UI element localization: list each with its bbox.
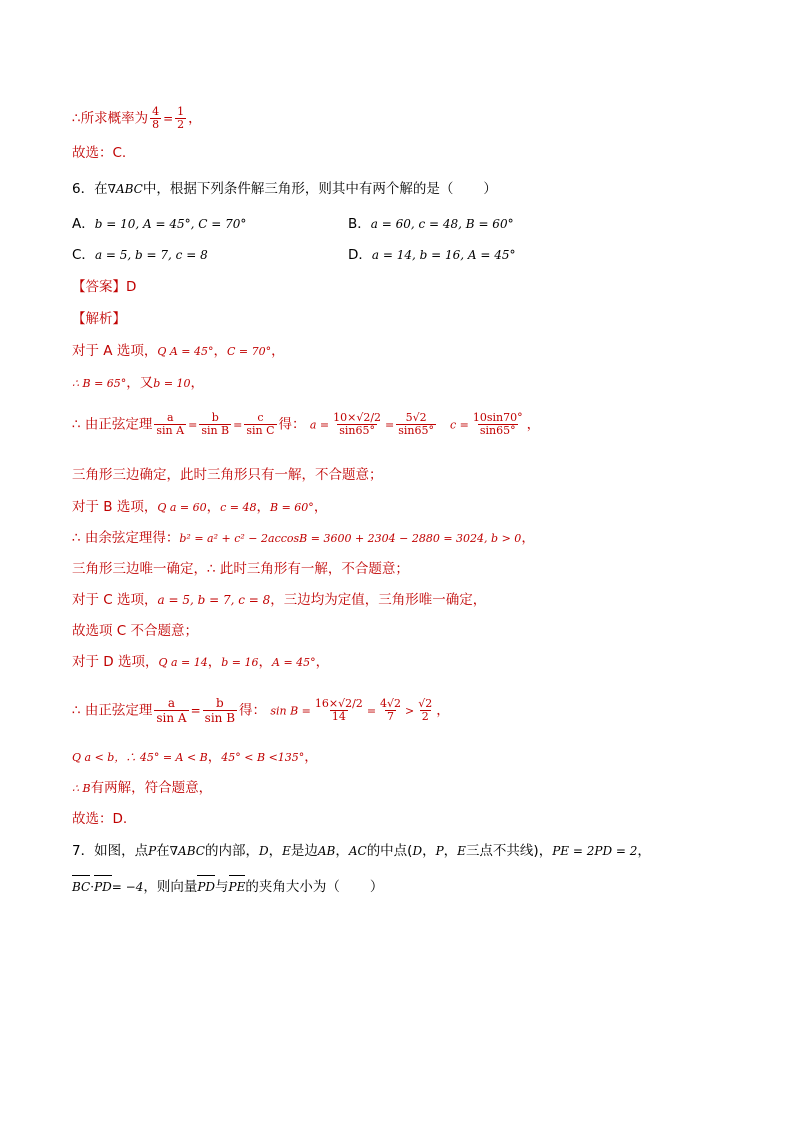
math: b = 10 <box>153 377 191 390</box>
frac-den: 2 <box>177 118 185 131</box>
math: a = 5, b = 7, c = 8 <box>157 593 271 607</box>
analysis-line-14: 故选：D. <box>72 811 128 827</box>
probability-line <box>72 106 202 131</box>
q6-stem <box>72 180 497 198</box>
fraction-b-sinB <box>203 696 237 725</box>
math: ∴ B <box>72 782 91 795</box>
vector-pd: PD <box>197 880 216 894</box>
dot-operator: · <box>90 880 95 894</box>
punct: ， <box>436 702 450 719</box>
q6-option-c[interactable] <box>72 246 208 264</box>
q6-number: 6．在 <box>72 181 108 197</box>
greater-than: > <box>405 704 415 718</box>
option-label: C． <box>72 247 95 263</box>
fraction-a-simplified <box>396 412 436 437</box>
analysis-line-12 <box>72 748 318 767</box>
fraction-a-sinA <box>154 696 188 725</box>
analysis-line-11: ∴ 由正弦定理 $\frac{a}{\text{sin A}}$ = $\frac{b}{\text{sin B}}$ 得： sin B = $\frac{16\times√2/2}{14}$ = $\frac{4√2}{7}$ > $\frac{√2}{2}$ ， <box>72 696 450 725</box>
analysis-line-1 <box>72 342 285 361</box>
frac-num: √2 <box>418 697 433 710</box>
prob-fraction-1-2 <box>175 106 186 131</box>
prob-text: ∴所求概率为 <box>72 110 149 127</box>
punct: ， <box>271 343 285 359</box>
analysis-line-13 <box>72 779 212 798</box>
text: 三点不共线)， <box>465 843 553 859</box>
text: 是边 <box>290 843 318 859</box>
option-math: a = 14, b = 16, A = 45° <box>371 248 516 262</box>
frac-num: 5√2 <box>405 411 427 424</box>
text: ） <box>369 879 384 895</box>
math: AC <box>348 844 367 858</box>
math: Q A = 45° <box>157 345 214 358</box>
text: ，又 <box>126 375 154 391</box>
math: B = 60° <box>270 501 314 514</box>
math: 45° < B <135° <box>221 751 305 764</box>
frac-den: sin B <box>204 711 236 725</box>
text: ∴ 由余弦定理得： <box>72 530 180 546</box>
text: 对于 B 选项， <box>72 499 158 515</box>
text: 的夹角大小为（ <box>245 879 340 895</box>
triangle-symbol: ∇ABC <box>107 182 143 196</box>
analysis-line-4: 三角形三边确定，此时三角形只有一解，不合题意； <box>72 467 383 483</box>
option-math: a = 5, b = 7, c = 8 <box>94 248 208 262</box>
math: Q a = 14 <box>158 656 208 669</box>
math: sin B = <box>270 704 311 718</box>
math: ∴ B = 65° <box>72 377 127 390</box>
equals: = <box>163 111 174 126</box>
math: AB <box>317 844 336 858</box>
punct: ， <box>207 749 222 765</box>
frac-den: sin65° <box>398 424 435 437</box>
fraction-rt2-2 <box>416 698 434 723</box>
fraction-c-sinC <box>244 412 276 437</box>
fraction-b-sinB <box>199 412 231 437</box>
frac-num: 10×√2/2 <box>333 411 382 424</box>
equals: = <box>190 703 201 718</box>
text: ，则向量 <box>143 879 198 895</box>
q6-option-a[interactable] <box>72 215 246 233</box>
frac-den: sin B <box>201 424 230 437</box>
math: D <box>258 844 269 858</box>
frac-num: b <box>211 411 219 424</box>
math: D <box>412 844 423 858</box>
text: 对于 A 选项， <box>72 343 158 359</box>
frac-num: 1 <box>177 105 185 118</box>
frac-num: 4 <box>152 105 160 118</box>
math: c = <box>450 418 469 432</box>
punct: ， <box>521 530 535 546</box>
punct: ， <box>422 843 436 859</box>
prev-choice: 故选：C. <box>72 145 127 161</box>
fraction-a-value <box>331 412 383 437</box>
text: 得： <box>239 702 267 719</box>
text: 对于 D 选项， <box>72 654 159 670</box>
answer-value: D <box>126 279 137 295</box>
q7-stem-line-2 <box>72 878 383 896</box>
punct: ， <box>637 843 651 859</box>
punct: ， <box>206 499 221 515</box>
vector-pd: PD <box>94 880 112 894</box>
punct: ， <box>256 499 271 515</box>
vector-bc: BC <box>72 880 91 894</box>
punct: ， <box>258 654 273 670</box>
text: ∴ 由正弦定理 <box>72 416 153 433</box>
math: a = <box>309 418 330 432</box>
punct: ， <box>526 416 541 433</box>
frac-den: sin65° <box>339 424 375 437</box>
frac-den: sin A <box>156 711 187 725</box>
q6-stem-close: ） <box>483 181 497 197</box>
punct: ， <box>268 843 283 859</box>
frac-den: 14 <box>331 710 346 723</box>
math: b² = a² + c² − 2accosB = 3600 + 2304 − 2880 = 3024, b > 0 <box>179 532 522 545</box>
frac-num: 10sin70° <box>472 411 523 424</box>
math: c = 48 <box>220 501 257 514</box>
punct: ， <box>213 343 227 359</box>
q7-stem-line-1 <box>72 842 651 860</box>
option-label: A． <box>72 216 95 232</box>
text: 与 <box>215 879 229 895</box>
frac-num: a <box>167 696 176 710</box>
analysis-line-7: 三角形三边唯一确定，∴ 此时三角形有一解，不合题意； <box>72 561 409 577</box>
answer-line <box>72 278 136 296</box>
option-math: b = 10, A = 45°, C = 70° <box>94 217 247 231</box>
text: ∴ 由正弦定理 <box>72 702 153 719</box>
frac-num: 16×√2/2 <box>314 697 363 710</box>
math: Q a = 60 <box>157 501 207 514</box>
fraction-c-value <box>471 412 525 437</box>
text: 对于 C 选项， <box>72 592 158 608</box>
option-label: B． <box>348 216 371 232</box>
prob-fraction-4-8 <box>150 106 161 131</box>
frac-den: sin A <box>156 424 185 437</box>
text: 在 <box>156 843 170 859</box>
fraction-4rt2-7 <box>378 698 403 723</box>
text: ，三边均为定值，三角形唯一确定， <box>270 592 487 608</box>
punct: ， <box>207 654 222 670</box>
math: PE = 2PD = 2 <box>552 844 638 858</box>
punct: ， <box>304 749 318 765</box>
frac-den: sin C <box>246 424 275 437</box>
option-math: a = 60, c = 48, B = 60° <box>370 217 514 231</box>
fraction-sinB-value <box>313 698 365 723</box>
text: 有两解，符合题意， <box>90 780 213 796</box>
math: E <box>282 844 291 858</box>
analysis-line-9: 故选项 C 不合题意； <box>72 623 199 639</box>
punct: ， <box>443 843 458 859</box>
punct: ， <box>335 843 349 859</box>
math: ，∴ 45° = A < B <box>114 751 208 764</box>
analysis-line-10 <box>72 653 329 672</box>
text: 的内部， <box>204 843 259 859</box>
frac-num: 4√2 <box>380 697 402 710</box>
text: 的中点( <box>366 843 413 859</box>
math: A = 45° <box>272 656 316 669</box>
q6-option-b[interactable] <box>348 215 514 233</box>
analysis-line-6 <box>72 529 535 548</box>
math: Q a < b <box>72 751 115 764</box>
triangle-symbol: ∇ABC <box>169 844 205 858</box>
analysis-line-3: ∴ 由正弦定理 $\frac{a}{\text{sin A}}$ = $\frac{b}{\text{sin B}}$ = $\frac{c}{\text{sin C}}$ 得： a = $\frac{10\times√2/2}{\sin 65^\circ}$ = $\frac{5√2}{\sin 65^\circ}$ c = $\frac{10\sin 70^\circ}{\sin 65^\circ}$ ， <box>72 411 541 437</box>
math: P <box>148 844 157 858</box>
math: = −4 <box>111 880 144 894</box>
fraction-a-sinA <box>154 412 186 437</box>
math: b = 16 <box>221 656 259 669</box>
analysis-line-8 <box>72 591 486 609</box>
analysis-line-5 <box>72 498 327 517</box>
frac-num: c <box>257 411 264 424</box>
option-label: D． <box>348 247 372 263</box>
math: P <box>435 844 444 858</box>
punct: ， <box>190 375 205 391</box>
answer-tag: 【答案】 <box>72 279 126 295</box>
text: 得： <box>278 416 306 433</box>
analysis-line-2 <box>72 374 204 393</box>
frac-den: 7 <box>387 710 395 723</box>
q6-option-d[interactable] <box>348 246 516 264</box>
frac-den: 2 <box>421 710 429 723</box>
math: C = 70° <box>227 345 272 358</box>
q7-number: 7．如图，点 <box>72 843 149 859</box>
q6-stem-text: 中，根据下列条件解三角形，则其中有两个解的是（ <box>142 181 454 197</box>
math: E <box>457 844 466 858</box>
frac-den: sin65° <box>479 424 516 437</box>
frac-den: 8 <box>152 118 160 131</box>
frac-num: a <box>166 411 174 424</box>
vector-pe: PE <box>228 880 246 894</box>
punct: ， <box>313 499 328 515</box>
analysis-tag: 【解析】 <box>72 311 126 327</box>
punct: ， <box>188 110 202 127</box>
punct: ， <box>315 654 330 670</box>
frac-num: b <box>216 696 224 710</box>
